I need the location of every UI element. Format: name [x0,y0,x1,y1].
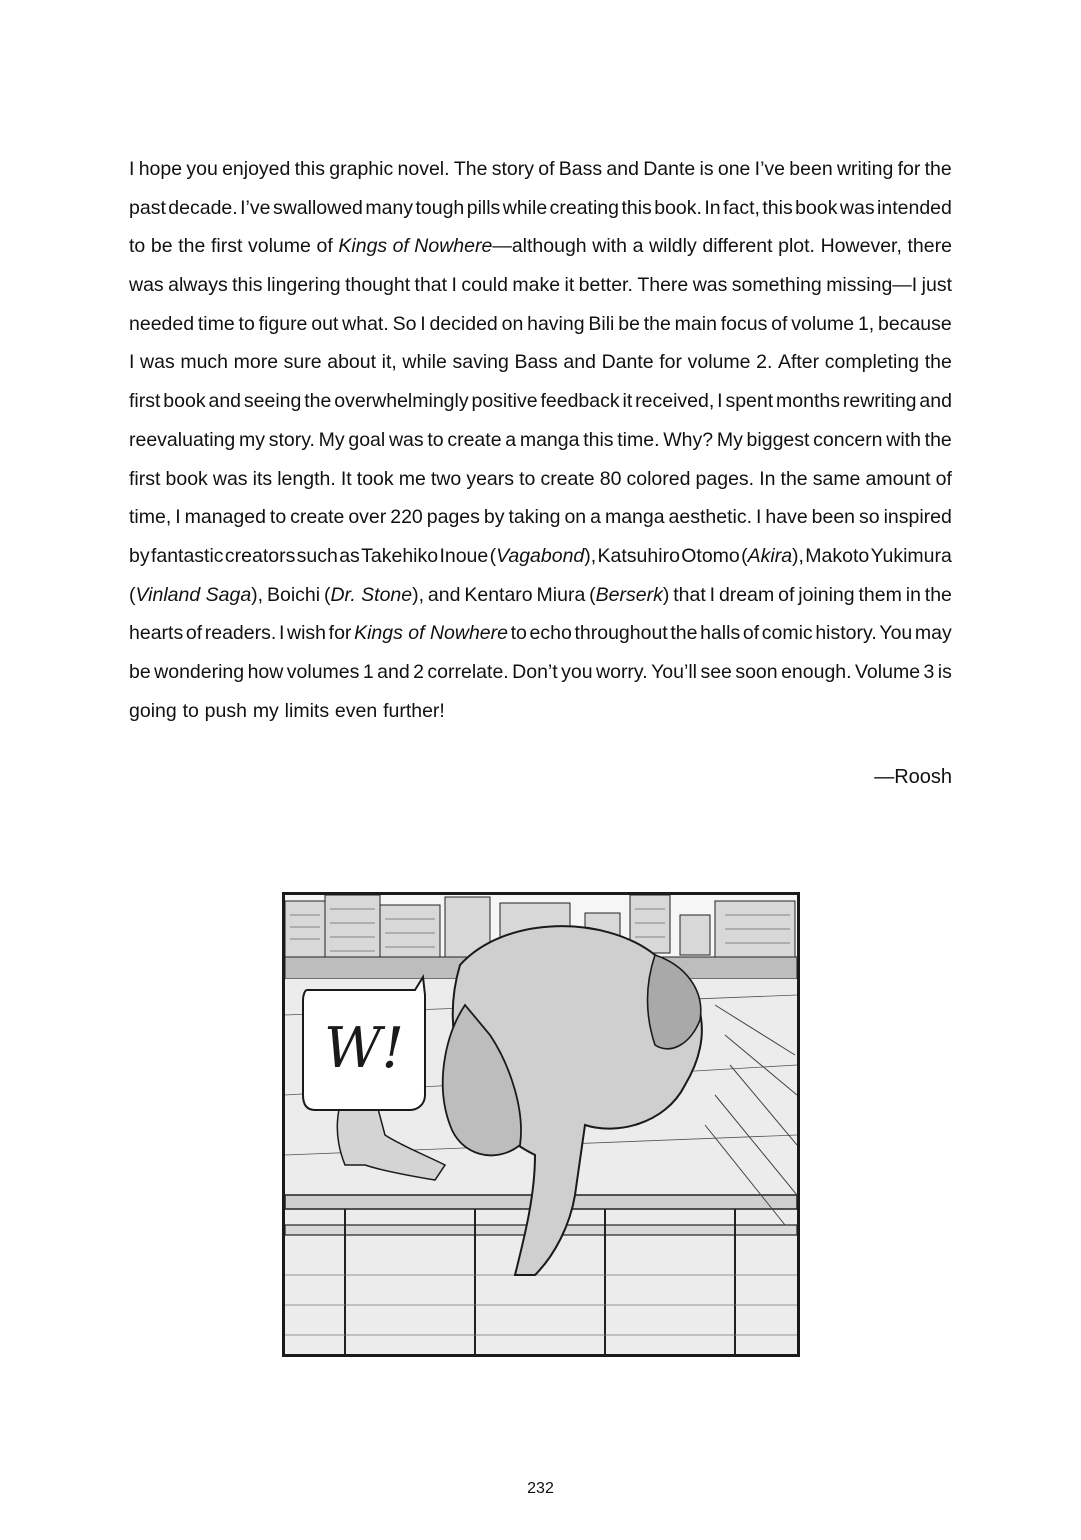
paragraph-word: concern [813,428,883,451]
paragraph-line [129,692,952,731]
paragraph-word: length. [277,467,336,490]
paragraph-word: different [702,235,773,258]
paragraph-word: Kings of Nowhere—although [338,235,587,258]
paragraph-word: swallowed [272,196,363,219]
paragraph-word: (Akira), [741,544,804,567]
paragraph-word: months [776,390,840,413]
paragraph-word: I [717,390,723,413]
paragraph-line [129,266,952,305]
paragraph-word: colored [626,467,691,490]
paragraph-word: one [717,158,751,180]
paragraph-word: time. [617,428,660,451]
paragraph-word: a [505,428,517,451]
paragraph-word: my [238,428,265,451]
paragraph-word: it [564,274,575,297]
paragraph-word: readers. [204,622,277,645]
paragraph-line [129,421,952,460]
paragraph-word: reevaluating [129,428,236,451]
paragraph-line [129,576,952,615]
paragraph-word: graphic [329,158,394,180]
paragraph-word: was [212,467,248,490]
paragraph-word: 1, [857,312,875,335]
paragraph-word: goal [348,428,386,451]
paragraph-word: Dante [643,158,696,180]
paragraph-word: the [924,428,952,451]
paragraph-word: having [527,312,585,335]
paragraph-word: further! [383,699,445,722]
paragraph-word: be [150,235,173,258]
paragraph-word: I [420,312,426,335]
author-signature: —Roosh [874,766,952,788]
paragraph-word: 1 [362,660,374,683]
paragraph-line [129,150,952,189]
paragraph-word: more [233,351,279,374]
paragraph-word: the [780,467,808,490]
paragraph-word: first [129,467,161,490]
paragraph-word: (Vinland Saga), [129,583,264,606]
paragraph-word: sure [283,351,322,374]
paragraph-word: and [377,660,410,683]
paragraph-word: was [839,196,875,219]
paragraph-word: book [165,467,208,490]
paragraph-line [129,460,952,499]
paragraph-word: the [304,390,332,413]
paragraph-word: It [340,467,352,490]
paragraph-word: going [129,699,177,722]
paragraph-word: for [328,622,352,645]
paragraph-word: focus [720,312,768,335]
paragraph-word: I [709,583,716,606]
paragraph-word: the [924,583,952,606]
paragraph-word: I [451,274,457,297]
paragraph-word: what. [342,312,389,335]
paragraph-line [129,537,952,576]
paragraph-line [129,382,952,421]
paragraph-word: always [168,274,228,297]
paragraph-word: this [621,196,652,219]
paragraph-word: 2 [413,660,424,683]
paragraph-word: You [879,622,913,645]
paragraph-word: a [632,235,644,258]
paragraph-word: this [294,158,325,180]
paragraph-word: to [238,312,255,335]
paragraph-word: (Berserk) [589,583,670,606]
paragraph-word: on [501,312,524,335]
paragraph-word: this [762,196,793,219]
paragraph-word: its [252,467,273,490]
paragraph-word: Boichi [266,583,321,606]
paragraph-word: about [327,351,377,374]
paragraph-word: make [512,274,561,297]
paragraph-word: on [564,506,587,529]
paragraph-word: comic [761,622,813,645]
paragraph-word: and [427,583,461,606]
paragraph-word: be [129,660,151,683]
paragraph-word: (Vagabond), [489,544,597,567]
paragraph-word: overwhelmingly [334,390,469,413]
paragraph-word: I’ve [754,158,786,180]
paragraph-word: enough. [781,660,852,683]
paragraph-word: the [924,351,952,374]
paragraph-word: received, [635,390,715,413]
paragraph-word: Bili [588,312,615,335]
paragraph-word: took [356,467,394,490]
paragraph-line [129,653,952,692]
paragraph-word: my [252,699,279,722]
paragraph-word: is [937,660,952,683]
paragraph-word: wildly [649,235,697,258]
paragraph-word: out [311,312,339,335]
paragraph-word: intended [877,196,952,219]
paragraph-word: feedback [540,390,620,413]
paragraph-word: manga [604,506,665,529]
paragraph-word: Katsuhiro [597,544,680,567]
paragraph-word: it [622,390,633,413]
paragraph-word: fact, [723,196,760,219]
paragraph-word: taking [508,506,561,529]
paragraph-word: Why? [663,428,714,451]
paragraph-word: of [316,235,333,258]
paragraph-word: You’ll [651,660,697,683]
paragraph-word: inspired [883,506,952,529]
paragraph-word: Takehiko [361,544,439,567]
paragraph-word: history. [815,622,877,645]
paragraph-word: (Dr. Stone), [323,583,425,606]
paragraph-word: enjoyed [222,158,291,180]
paragraph-word: 2. [756,351,773,374]
paragraph-word: correlate. [427,660,509,683]
paragraph-word: been [811,506,856,529]
paragraph-word: a [590,506,601,529]
paragraph-word: Inoue [439,544,489,567]
paragraph-word: hope [138,158,183,180]
paragraph-word: while [402,351,447,374]
paragraph-word: time, [129,506,172,529]
paragraph-word: figure [258,312,308,335]
paragraph-word: I [129,158,135,180]
paragraph-word: and [208,390,242,413]
paragraph-word: years [466,467,515,490]
paragraph-word: volume [687,351,751,374]
paragraph-word: After [777,351,820,374]
paragraph-word: plot. [778,235,815,258]
paragraph-word: of [185,622,203,645]
paragraph-word: see [700,660,732,683]
paragraph-word: There [637,274,689,297]
paragraph-word: something [731,274,822,297]
paragraph-word: In [759,467,776,490]
paragraph-word: wondering [154,660,245,683]
paragraph-word: this [583,428,614,451]
paragraph-word: may [914,622,952,645]
paragraph-word: the [643,312,671,335]
paragraph-word: novel. [397,158,450,180]
paragraph-word: me [398,467,426,490]
paragraph-word: However, [820,235,902,258]
paragraph-word: book [795,196,838,219]
paragraph-word: to [519,467,536,490]
paragraph-word: with [886,428,921,451]
paragraph-word: fantastic [150,544,224,567]
paragraph-word: was [140,351,175,374]
paragraph-word: amount [865,467,931,490]
paragraph-word: managed [184,506,266,529]
paragraph-word: pills [466,196,501,219]
paragraph-word: manga [519,428,580,451]
paragraph-word: thought [345,274,411,297]
paragraph-word: seeing [243,390,302,413]
paragraph-word: Kentaro [464,583,533,606]
paragraph-word: 3 [923,660,935,683]
paragraph-word: echo [529,622,572,645]
paragraph-word: for [659,351,682,374]
paragraph-word: by [129,544,150,567]
paragraph-word: pages. [695,467,755,490]
paragraph-word: you [186,158,218,180]
paragraph-word: time [197,312,235,335]
paragraph-word: biggest [746,428,810,451]
paragraph-word: needed [129,312,195,335]
paragraph-word: writing [836,158,894,180]
paragraph-word: decided [429,312,498,335]
paragraph-word: same [812,467,861,490]
paragraph-word: of [778,583,795,606]
paragraph-word: this [232,274,263,297]
paragraph-word: Makoto [805,544,870,567]
paragraph-word: and [563,351,596,374]
paragraph-word: the [178,235,206,258]
paragraph-word: I [129,351,135,374]
paragraph-word: to [182,699,199,722]
paragraph-word: of [771,312,788,335]
paragraph-word: many [365,196,414,219]
paragraph-line [129,343,952,382]
paragraph-word: and [606,158,639,180]
paragraph-word: I [755,506,762,529]
paragraph-word: even [334,699,378,722]
paragraph-word: Bass [558,158,603,180]
paragraph-line [129,305,952,344]
paragraph-word: decade. [168,196,238,219]
paragraph-word: Otomo [681,544,740,567]
paragraph-word: to [129,235,146,258]
paragraph-word: Volume [855,660,921,683]
manga-panel-illustration [282,892,800,1357]
paragraph-word: because [878,312,952,335]
paragraph-word: to [427,428,444,451]
paragraph-word: it, [381,351,397,374]
paragraph-word: My [716,428,743,451]
paragraph-word: of [935,467,952,490]
paragraph-line [129,227,952,266]
paragraph-word: volume [248,235,311,258]
paragraph-word: main [674,312,717,335]
paragraph-word: creators [224,544,296,567]
paragraph-word: and [919,390,952,413]
paragraph-word: by [483,506,505,529]
paragraph-word: just [921,274,952,297]
paragraph-word: story. [268,428,315,451]
paragraph-word: 80 [599,467,622,490]
paragraph-word: The [453,158,488,180]
paragraph-word: that [673,583,706,606]
paragraph-word: in [905,583,921,606]
paragraph-word: volumes [286,660,360,683]
afterword-paragraph [129,150,952,730]
paragraph-word: lingering [266,274,341,297]
paragraph-word: first [210,235,243,258]
paragraph-word: Don’t [512,660,558,683]
paragraph-word: rewriting [842,390,917,413]
paragraph-word: My [318,428,345,451]
paragraph-word: such [296,544,338,567]
paragraph-word: was [692,274,728,297]
paragraph-word: soon [735,660,778,683]
paragraph-word: so [859,506,880,529]
paragraph-word: limits [284,699,330,722]
paragraph-word: the [670,622,698,645]
paragraph-word: over [348,506,387,529]
paragraph-word: Bass [514,351,558,374]
paragraph-word: first [129,390,161,413]
paragraph-word: aesthetic. [668,506,753,529]
paragraph-word: create [447,428,502,451]
paragraph-line [129,614,952,653]
paragraph-word: was [129,274,164,297]
paragraph-word: create [540,467,595,490]
paragraph-word: worry. [596,660,648,683]
paragraph-word: missing—I [826,274,918,297]
paragraph-word: dream [718,583,775,606]
paragraph-word: saving [452,351,509,374]
paragraph-word: volume [791,312,855,335]
paragraph-word: past [129,196,166,219]
paragraph-word: joining [798,583,855,606]
sound-effect-text: W! [323,1016,405,1081]
paragraph-word: completing [824,351,920,374]
paragraph-word: better. [578,274,633,297]
paragraph-word: I [175,506,181,529]
paragraph-word: Miura [536,583,586,606]
paragraph-word: Kings of Nowhere [354,622,508,645]
paragraph-word: them [858,583,902,606]
paragraph-word: Dante [601,351,654,374]
paragraph-word: Yukimura [870,544,952,567]
paragraph-word: pages [426,506,480,529]
paragraph-word: I’ve [240,196,271,219]
paragraph-word: much [180,351,229,374]
paragraph-word: have [765,506,808,529]
paragraph-word: to [510,622,527,645]
paragraph-word: could [461,274,508,297]
paragraph-word: while [502,196,548,219]
paragraph-word: as [339,544,360,567]
paragraph-word: wish [287,622,327,645]
panel-drawing [285,895,797,1354]
paragraph-word: been [789,158,833,180]
paragraph-word: two [430,467,462,490]
paragraph-word: tough [415,196,465,219]
paragraph-word: book. [654,196,702,219]
paragraph-word: that [414,274,448,297]
paragraph-word: you [561,660,593,683]
paragraph-word: of [538,158,555,180]
paragraph-word: be [618,312,640,335]
paragraph-word: I [278,622,285,645]
paragraph-word: is [699,158,714,180]
paragraph-word: there [907,235,952,258]
paragraph-word: spent [725,390,774,413]
paragraph-word: for [897,158,921,180]
paragraph-word: push [204,699,247,722]
paragraph-word: to [269,506,287,529]
paragraph-word: of [742,622,760,645]
paragraph-word: hearts [129,622,184,645]
paragraph-word: book [163,390,206,413]
page-number: 232 [527,1480,554,1497]
paragraph-word: halls [700,622,741,645]
paragraph-word: create [290,506,345,529]
paragraph-word: positive [471,390,538,413]
paragraph-line [129,498,952,537]
paragraph-word: story [491,158,534,180]
paragraph-word: So [392,312,417,335]
paragraph-line [129,189,952,228]
paragraph-word: creating [549,196,619,219]
paragraph-word: 220 [390,506,423,529]
paragraph-word: how [247,660,284,683]
paragraph-word: with [592,235,627,258]
paragraph-word: was [388,428,424,451]
paragraph-word: the [924,158,952,180]
paragraph-word: In [704,196,721,219]
paragraph-word: throughout [574,622,668,645]
